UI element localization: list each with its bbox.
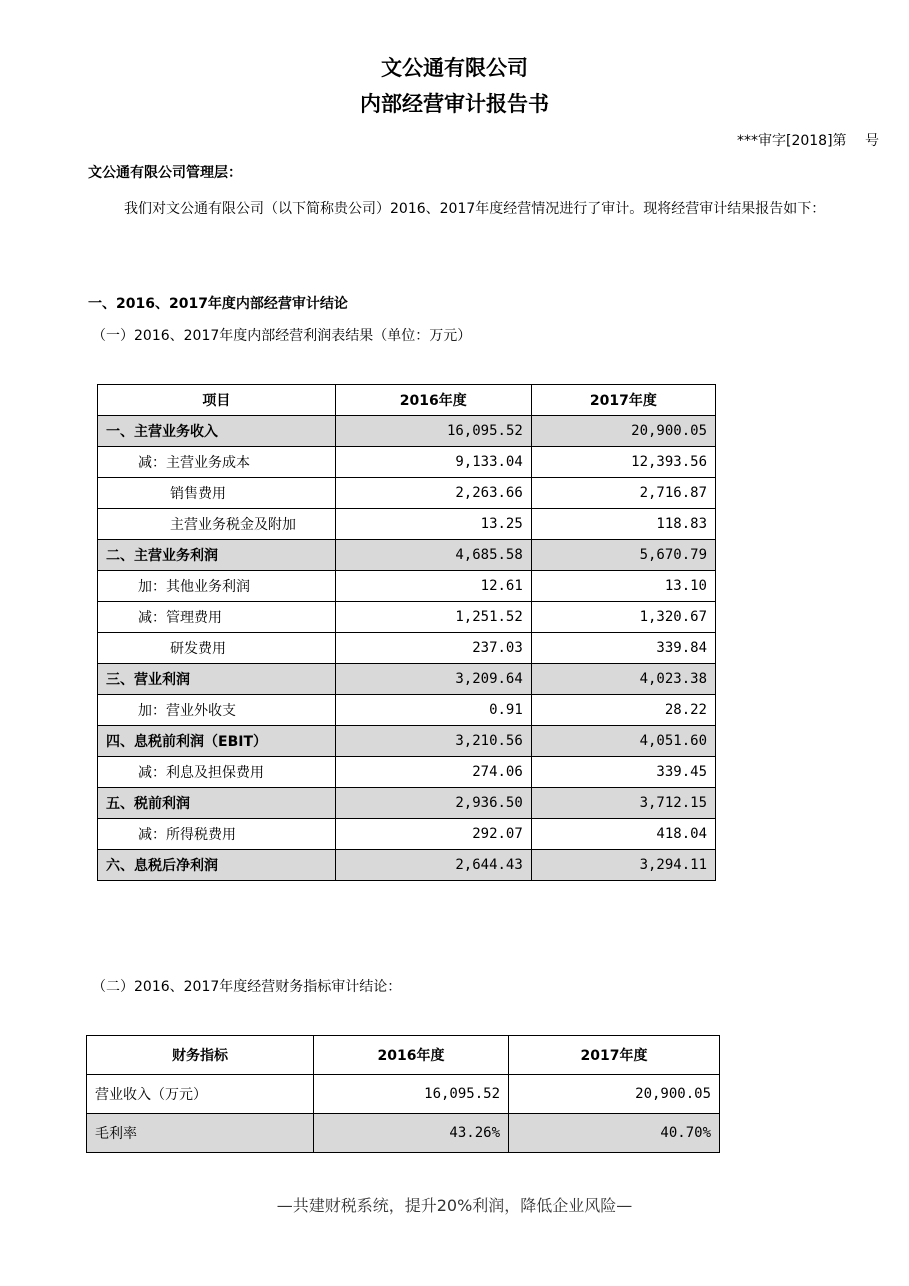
cell-2017: 3,712.15 (531, 788, 715, 819)
row-label: 营业收入（万元） (87, 1075, 314, 1114)
table-row (98, 633, 716, 664)
indicator-table (86, 1035, 720, 1153)
company-title: 文公通有限公司 (381, 56, 528, 80)
cell-2017: 12,393.56 (531, 447, 715, 478)
section-heading: 一、2016、2017年度内部经营审计结论 (88, 296, 348, 312)
subsection-heading-indicators: （二）2016、2017年度经营财务指标审计结论： (92, 979, 402, 995)
row-label: 减：主营业务成本 (98, 447, 336, 478)
row-label: 减：所得税费用 (98, 819, 336, 850)
table-row (98, 757, 716, 788)
row-label: 二、主营业务利润 (98, 540, 336, 571)
profit-table (97, 384, 716, 881)
cell-2016: 12.61 (335, 571, 531, 602)
addressee: 文公通有限公司管理层： (88, 165, 242, 181)
row-label: 六、息税后净利润 (98, 850, 336, 881)
cell-2016: 292.07 (335, 819, 531, 850)
table-row (98, 416, 716, 447)
table-row (98, 571, 716, 602)
row-label: 研发费用 (98, 633, 336, 664)
cell-2017: 118.83 (531, 509, 715, 540)
column-header: 2016年度 (314, 1036, 509, 1075)
table-row (98, 509, 716, 540)
cell-2017: 20,900.05 (509, 1075, 720, 1114)
cell-2017: 4,051.60 (531, 726, 715, 757)
cell-2016: 16,095.52 (314, 1075, 509, 1114)
table-row (98, 788, 716, 819)
row-label: 减：管理费用 (98, 602, 336, 633)
cell-2016: 13.25 (335, 509, 531, 540)
row-label: 五、税前利润 (98, 788, 336, 819)
row-label: 三、营业利润 (98, 664, 336, 695)
column-header: 2017年度 (531, 385, 715, 416)
column-header: 财务指标 (87, 1036, 314, 1075)
subsection-heading-profit: （一）2016、2017年度内部经营利润表结果（单位：万元） (92, 328, 472, 344)
cell-2017: 418.04 (531, 819, 715, 850)
row-label: 毛利率 (87, 1114, 314, 1153)
table-row (98, 819, 716, 850)
cell-2016: 3,210.56 (335, 726, 531, 757)
cell-2017: 28.22 (531, 695, 715, 726)
table-row (98, 726, 716, 757)
row-label: 主营业务税金及附加 (98, 509, 336, 540)
table-row (98, 850, 716, 881)
intro-paragraph: 我们对文公通有限公司（以下简称贵公司）2016、2017年度经营情况进行了审计。现将经营审计结果报告如下： (124, 201, 826, 217)
row-label: 加：其他业务利润 (98, 571, 336, 602)
table-row (87, 1075, 720, 1114)
table-row (87, 1114, 720, 1153)
column-header: 2016年度 (335, 385, 531, 416)
table-row (98, 695, 716, 726)
cell-2017: 2,716.87 (531, 478, 715, 509)
report-title: 内部经营审计报告书 (360, 92, 549, 116)
cell-2017: 4,023.38 (531, 664, 715, 695)
cell-2016: 9,133.04 (335, 447, 531, 478)
cell-2017: 40.70% (509, 1114, 720, 1153)
cell-2016: 237.03 (335, 633, 531, 664)
cell-2016: 2,936.50 (335, 788, 531, 819)
cell-2016: 16,095.52 (335, 416, 531, 447)
cell-2016: 1,251.52 (335, 602, 531, 633)
table-row (98, 540, 716, 571)
cell-2017: 13.10 (531, 571, 715, 602)
table-row (98, 664, 716, 695)
cell-2017: 1,320.67 (531, 602, 715, 633)
cell-2017: 20,900.05 (531, 416, 715, 447)
cell-2016: 4,685.58 (335, 540, 531, 571)
table-header-row (98, 385, 716, 416)
cell-2016: 0.91 (335, 695, 531, 726)
row-label: 减：利息及担保费用 (98, 757, 336, 788)
cell-2017: 339.84 (531, 633, 715, 664)
table-row (98, 447, 716, 478)
row-label: 四、息税前利润（EBIT） (98, 726, 336, 757)
cell-2017: 5,670.79 (531, 540, 715, 571)
table-row (98, 602, 716, 633)
row-label: 一、主营业务收入 (98, 416, 336, 447)
row-label: 销售费用 (98, 478, 336, 509)
cell-2016: 274.06 (335, 757, 531, 788)
document-number: ***审字[2018]第 号 (736, 133, 879, 149)
table-header-row (87, 1036, 720, 1075)
cell-2016: 2,263.66 (335, 478, 531, 509)
cell-2017: 339.45 (531, 757, 715, 788)
column-header: 项目 (98, 385, 336, 416)
cell-2016: 43.26% (314, 1114, 509, 1153)
cell-2017: 3,294.11 (531, 850, 715, 881)
table-row (98, 478, 716, 509)
column-header: 2017年度 (509, 1036, 720, 1075)
cell-2016: 2,644.43 (335, 850, 531, 881)
cell-2016: 3,209.64 (335, 664, 531, 695)
footer-slogan: —共建财税系统，提升20%利润，降低企业风险— (276, 1196, 633, 1215)
row-label: 加：营业外收支 (98, 695, 336, 726)
